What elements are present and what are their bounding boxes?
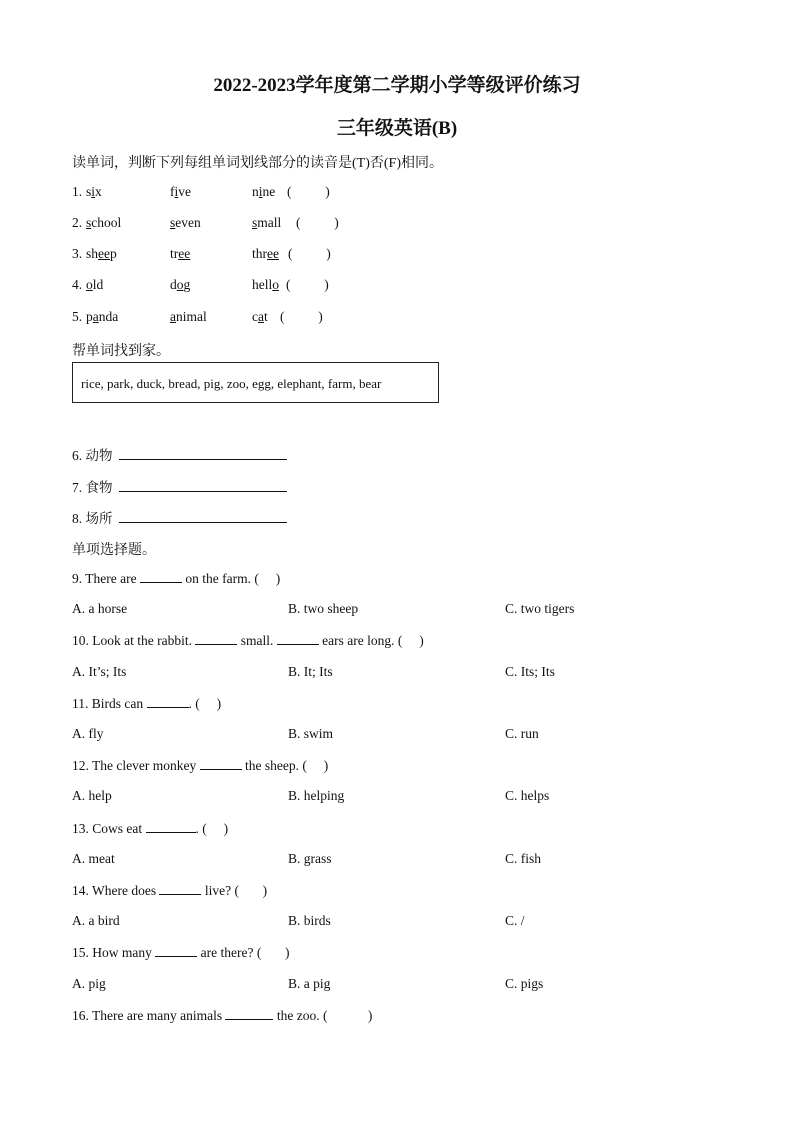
- word-part: ve: [178, 184, 192, 199]
- document-title: 2022-2023学年度第二学期小学等级评价练习: [213, 75, 581, 96]
- option-a[interactable]: A. a horse: [72, 601, 128, 616]
- option-b[interactable]: B. a pig: [288, 976, 331, 991]
- word-2: [170, 184, 191, 200]
- question-text: 14. Where does: [72, 883, 160, 898]
- question-text: on the farm. ( ): [181, 571, 281, 586]
- question-15: [72, 944, 289, 961]
- question-text: the sheep. ( ): [241, 758, 329, 773]
- row-number: 5.: [72, 309, 83, 324]
- underlined-part: s: [252, 215, 258, 230]
- option-a[interactable]: A. a bird: [72, 913, 120, 928]
- word-part: f: [170, 184, 175, 199]
- underlined-part: o: [176, 277, 184, 292]
- underlined-part: i: [258, 184, 263, 199]
- question-text: live? ( ): [201, 883, 268, 898]
- section3-instruction: 单项选择题。: [72, 543, 156, 558]
- question-text: small.: [237, 633, 277, 648]
- word-part: thr: [252, 246, 267, 261]
- word-3: [252, 309, 268, 325]
- word-bank-box: [72, 362, 439, 403]
- word-part: ld: [92, 277, 104, 292]
- row-number: 4.: [72, 277, 83, 292]
- underlined-part: a: [92, 309, 99, 324]
- fill-blank[interactable]: [146, 820, 196, 833]
- answer-blank[interactable]: [119, 447, 287, 460]
- option-b[interactable]: B. grass: [288, 851, 332, 866]
- word-1: [86, 246, 117, 262]
- row-number: 3.: [72, 246, 83, 261]
- fill-blank[interactable]: [277, 632, 319, 645]
- word-part: d: [170, 277, 177, 292]
- section1-instruction: 读单词，判断下列每组单词划线部分的读音是(T)否(F)相同。: [72, 156, 443, 171]
- option-c[interactable]: C. Its; Its: [505, 664, 555, 679]
- word-part: ne: [262, 184, 276, 199]
- option-c[interactable]: C. pigs: [505, 976, 544, 991]
- question-text: 10. Look at the rabbit.: [72, 633, 196, 648]
- word-part: t: [264, 309, 268, 324]
- question-text: 11. Birds can: [72, 696, 147, 711]
- answer-line-food: [72, 476, 287, 496]
- option-b[interactable]: B. birds: [288, 913, 331, 928]
- option-a[interactable]: A. pig: [72, 976, 106, 991]
- word-3: [252, 184, 275, 200]
- question-11: [72, 695, 221, 712]
- word-part: hell: [252, 277, 273, 292]
- option-c[interactable]: C. helps: [505, 788, 550, 803]
- word-part: tr: [170, 246, 179, 261]
- word-part: nimal: [176, 309, 207, 324]
- answer-parentheses[interactable]: ( ): [287, 184, 330, 199]
- word-2: [170, 277, 190, 293]
- fill-blank[interactable]: [200, 757, 242, 770]
- item-number: 8.: [72, 511, 83, 526]
- answer-parentheses[interactable]: ( ): [296, 215, 339, 230]
- word-1: [86, 184, 102, 200]
- word-2: [170, 215, 201, 231]
- section2-instruction: 帮单词找到家。: [72, 344, 170, 359]
- word-part: sh: [86, 246, 99, 261]
- option-c[interactable]: C. /: [505, 913, 525, 928]
- word-part: p: [110, 246, 117, 261]
- word-2: [170, 309, 207, 325]
- word-1: [86, 215, 121, 231]
- option-c[interactable]: C. two tigers: [505, 601, 575, 616]
- underlined-part: ee: [178, 246, 191, 261]
- word-part: even: [175, 215, 201, 230]
- question-text: ears are long. ( ): [318, 633, 424, 648]
- underlined-part: ee: [98, 246, 110, 261]
- underlined-part: ee: [267, 246, 279, 261]
- option-a[interactable]: A. help: [72, 788, 112, 803]
- word-2: [170, 246, 190, 262]
- question-text: are there? ( ): [197, 945, 290, 960]
- option-b[interactable]: B. two sheep: [288, 601, 359, 616]
- underlined-part: o: [86, 277, 93, 292]
- question-14: [72, 882, 267, 899]
- item-number: 6.: [72, 448, 83, 463]
- row-number: 1.: [72, 184, 83, 199]
- word-part: c: [252, 309, 258, 324]
- option-b[interactable]: B. helping: [288, 788, 345, 803]
- answer-parentheses[interactable]: ( ): [288, 246, 331, 261]
- question-10: [72, 632, 424, 649]
- word-part: mall: [257, 215, 282, 230]
- word-3: [252, 215, 281, 231]
- fill-blank[interactable]: [225, 1007, 273, 1020]
- word-bank-text: rice, park, duck, bread, pig, zoo, egg, elephant, farm, bear: [81, 376, 382, 391]
- question-9: [72, 570, 280, 587]
- question-text: 12. The clever monkey: [72, 758, 200, 773]
- item-label: 动物: [85, 448, 113, 463]
- underlined-part: o: [272, 277, 279, 292]
- option-a[interactable]: A. fly: [72, 726, 104, 741]
- row-number: 2.: [72, 215, 83, 230]
- fill-blank[interactable]: [140, 570, 182, 583]
- option-a[interactable]: A. meat: [72, 851, 115, 866]
- question-text: 13. Cows eat: [72, 821, 146, 836]
- answer-line-places: [72, 507, 287, 527]
- question-13: [72, 820, 228, 837]
- answer-parentheses[interactable]: ( ): [280, 309, 323, 324]
- underlined-part: s: [86, 215, 92, 230]
- option-c[interactable]: C. fish: [505, 851, 542, 866]
- fill-blank[interactable]: [159, 882, 201, 895]
- question-text: 15. How many: [72, 945, 156, 960]
- option-b[interactable]: B. swim: [288, 726, 334, 741]
- question-text: . ( ): [188, 696, 222, 711]
- underlined-part: a: [258, 309, 264, 324]
- word-1: [86, 309, 118, 325]
- item-number: 7.: [72, 480, 83, 495]
- answer-parentheses[interactable]: ( ): [286, 277, 329, 292]
- question-text: . ( ): [195, 821, 229, 836]
- question-16: [72, 1007, 372, 1024]
- word-part: x: [95, 184, 102, 199]
- fill-blank[interactable]: [155, 944, 197, 957]
- underlined-part: s: [170, 215, 176, 230]
- word-part: nda: [98, 309, 119, 324]
- option-a[interactable]: A. It’s; Its: [72, 664, 127, 679]
- item-label: 食物: [85, 480, 113, 495]
- underlined-part: i: [91, 184, 96, 199]
- word-part: s: [86, 184, 92, 199]
- answer-blank[interactable]: [119, 479, 287, 492]
- word-part: p: [86, 309, 93, 324]
- question-12: [72, 757, 328, 774]
- option-b[interactable]: B. It; Its: [288, 664, 333, 679]
- underlined-part: i: [174, 184, 179, 199]
- word-1: [86, 277, 103, 293]
- option-c[interactable]: C. run: [505, 726, 539, 741]
- fill-blank[interactable]: [195, 632, 237, 645]
- document-subtitle: 三年级英语(B): [336, 118, 458, 139]
- underlined-part: a: [170, 309, 176, 324]
- item-label: 场所: [85, 511, 113, 526]
- word-3: [252, 246, 279, 262]
- word-3: [252, 277, 279, 293]
- word-part: chool: [91, 215, 122, 230]
- answer-blank[interactable]: [119, 510, 287, 523]
- question-text: 16. There are many animals: [72, 1008, 226, 1023]
- answer-line-animals: [72, 444, 287, 464]
- fill-blank[interactable]: [147, 695, 189, 708]
- word-part: g: [183, 277, 191, 292]
- question-text: the zoo. ( ): [273, 1008, 373, 1023]
- word-part: n: [252, 184, 259, 199]
- question-text: 9. There are: [72, 571, 140, 586]
